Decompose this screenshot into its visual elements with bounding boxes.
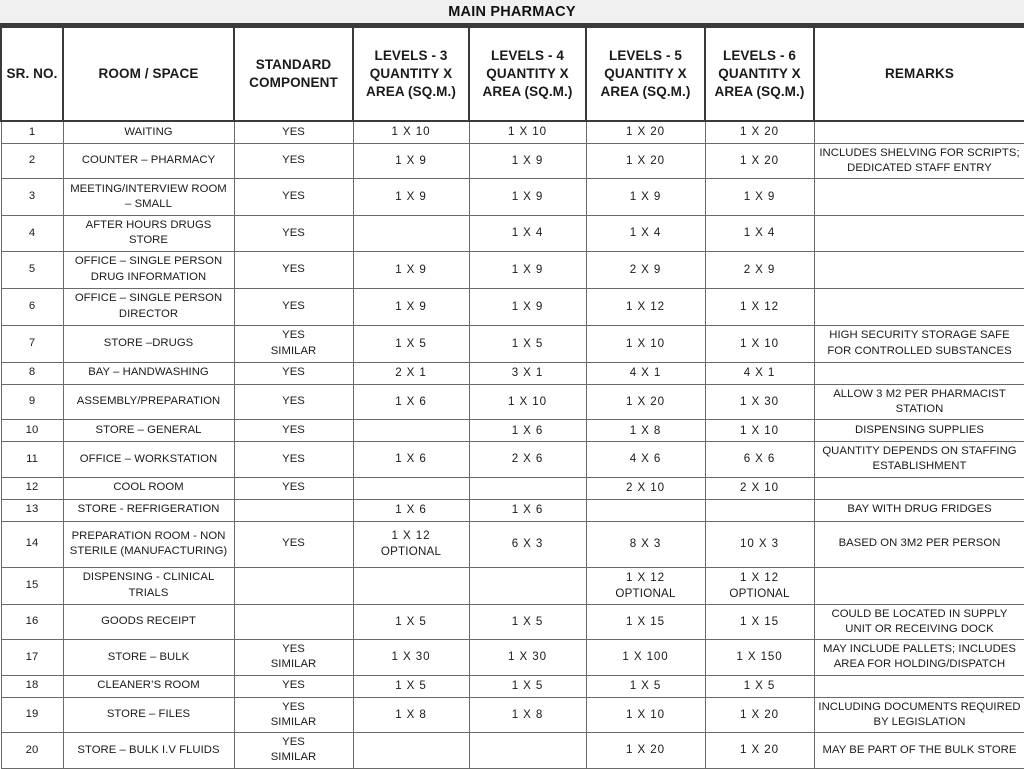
column-header-levels-6-line-3: AREA (SQ.M.) xyxy=(714,84,805,100)
cell-remarks[interactable]: DISPENSING SUPPLIES xyxy=(814,420,1024,442)
table-row[interactable] xyxy=(1,251,1024,288)
cell-sr-no[interactable]: 16 xyxy=(1,604,63,640)
cell-levels-5-quantity[interactable] xyxy=(586,143,705,179)
cell-levels-5-quantity-value: 1 X 10 xyxy=(626,336,665,350)
cell-levels-5-quantity[interactable] xyxy=(586,697,705,733)
cell-room-space[interactable]: STORE – BULK xyxy=(63,640,234,676)
cell-levels-5-quantity-value: 1 X 20 xyxy=(626,394,665,408)
cell-levels-4-quantity[interactable] xyxy=(469,604,586,640)
standard-component-value: YES xyxy=(282,736,305,748)
cell-room-space[interactable]: STORE –DRUGS xyxy=(63,325,234,362)
cell-levels-4-quantity[interactable] xyxy=(469,420,586,442)
cell-levels-6-quantity-value: 1 X 30 xyxy=(740,394,779,408)
cell-levels-4-quantity-value: 1 X 6 xyxy=(511,423,544,437)
cell-levels-3-quantity[interactable] xyxy=(353,420,469,442)
cell-levels-6-quantity[interactable] xyxy=(705,143,814,179)
cell-levels-4-quantity[interactable] xyxy=(469,325,586,362)
cell-standard-component[interactable] xyxy=(234,567,353,604)
cell-levels-5-quantity-value: 1 X 8 xyxy=(629,423,662,437)
cell-levels-6-quantity[interactable] xyxy=(705,121,814,143)
cell-levels-5-quantity-value: 1 X 9 xyxy=(629,190,662,204)
cell-levels-3-quantity[interactable] xyxy=(353,521,469,567)
column-header-levels-3-line-3: AREA (SQ.M.) xyxy=(366,84,456,100)
cell-levels-4-quantity-value: 1 X 5 xyxy=(511,614,544,628)
cell-levels-3-quantity-value: 2 X 1 xyxy=(395,366,427,380)
cell-levels-6-quantity[interactable] xyxy=(705,521,814,567)
cell-levels-3-quantity-value: 1 X 8 xyxy=(395,707,427,721)
table-row[interactable] xyxy=(1,733,1024,769)
cell-levels-5-quantity-value: 2 X 10 xyxy=(626,481,665,495)
standard-component-note: SIMILAR xyxy=(270,751,317,764)
cell-remarks[interactable] xyxy=(814,477,1024,499)
cell-levels-4-quantity-value: 1 X 4 xyxy=(511,226,544,240)
standard-component-value: YES xyxy=(282,700,305,713)
cell-standard-component[interactable]: YES xyxy=(234,442,353,478)
cell-levels-6-quantity-value: 1 X 10 xyxy=(740,336,779,350)
cell-levels-4-quantity-value: 1 X 9 xyxy=(511,262,544,276)
cell-standard-component[interactable]: YES xyxy=(234,288,353,325)
document-title-bar xyxy=(0,0,1024,26)
cell-sr-no[interactable]: 10 xyxy=(1,420,63,442)
cell-standard-component[interactable]: YES xyxy=(234,384,353,420)
cell-remarks[interactable] xyxy=(814,567,1024,604)
cell-levels-4-quantity[interactable] xyxy=(469,477,586,499)
table-row[interactable] xyxy=(1,420,1024,442)
cell-levels-6-quantity-value: 1 X 4 xyxy=(743,226,776,240)
cell-levels-6-quantity[interactable] xyxy=(705,384,814,420)
cell-levels-4-quantity[interactable] xyxy=(469,697,586,733)
cell-remarks[interactable]: COULD BE LOCATED IN SUPPLY UNIT OR RECEIVING DOCK xyxy=(814,604,1024,640)
column-header-room-space-line-1: ROOM / SPACE xyxy=(98,65,199,81)
cell-levels-5-quantity-value: 1 X 20 xyxy=(626,743,665,757)
cell-sr-no[interactable]: 19 xyxy=(1,697,63,733)
cell-levels-5-quantity[interactable] xyxy=(586,499,705,521)
cell-levels-6-quantity[interactable] xyxy=(705,675,814,697)
cell-levels-3-quantity-value: 1 X 9 xyxy=(395,299,427,313)
column-header-levels-4-line-1: LEVELS - 4 xyxy=(490,47,564,63)
cell-remarks[interactable] xyxy=(814,675,1024,697)
cell-levels-5-quantity-value: 1 X 4 xyxy=(629,226,662,240)
standard-component-note: SIMILAR xyxy=(270,658,317,671)
cell-levels-4-quantity[interactable] xyxy=(469,567,586,604)
cell-room-space[interactable]: AFTER HOURS DRUGS STORE xyxy=(63,216,234,252)
cell-levels-5-quantity[interactable] xyxy=(586,288,705,325)
cell-room-space[interactable]: OFFICE – WORKSTATION xyxy=(63,442,234,478)
table-row[interactable] xyxy=(1,477,1024,499)
cell-sr-no[interactable]: 6 xyxy=(1,288,63,325)
column-header-levels-6-line-2: QUANTITY X xyxy=(718,65,801,81)
cell-remarks[interactable] xyxy=(814,121,1024,143)
page-title: MAIN PHARMACY xyxy=(448,3,576,20)
cell-levels-5-quantity[interactable] xyxy=(586,640,705,676)
cell-levels-3-quantity-value: 1 X 9 xyxy=(395,190,427,204)
cell-levels-3-quantity-value: 1 X 9 xyxy=(395,153,427,167)
cell-levels-5-quantity-value: 2 X 9 xyxy=(629,262,662,276)
cell-sr-no[interactable]: 12 xyxy=(1,477,63,499)
cell-levels-5-quantity[interactable] xyxy=(586,521,705,567)
cell-levels-5-quantity[interactable] xyxy=(586,251,705,288)
cell-levels-6-quantity[interactable] xyxy=(705,442,814,478)
cell-room-space[interactable]: BAY – HANDWASHING xyxy=(63,362,234,384)
cell-remarks[interactable]: BASED ON 3M2 PER PERSON xyxy=(814,521,1024,567)
cell-levels-6-quantity-value: 10 X 3 xyxy=(740,537,779,551)
table-row[interactable] xyxy=(1,384,1024,420)
column-header-remarks xyxy=(814,27,1024,121)
cell-levels-6-quantity-value: 1 X 5 xyxy=(743,679,776,693)
table-row[interactable] xyxy=(1,640,1024,676)
cell-sr-no[interactable]: 18 xyxy=(1,675,63,697)
cell-levels-6-quantity-value: 1 X 10 xyxy=(740,423,779,437)
cell-levels-6-quantity[interactable] xyxy=(705,362,814,384)
column-header-levels-4-line-2: QUANTITY X xyxy=(486,65,569,81)
cell-levels-6-quantity[interactable] xyxy=(705,251,814,288)
cell-sr-no[interactable]: 15 xyxy=(1,567,63,604)
cell-levels-4-quantity[interactable] xyxy=(469,143,586,179)
column-header-levels-3-line-1: LEVELS - 3 xyxy=(374,47,448,63)
cell-levels-5-quantity-value: 4 X 6 xyxy=(629,452,662,466)
cell-levels-5-quantity-value: 1 X 10 xyxy=(626,707,665,721)
cell-levels-3-quantity[interactable] xyxy=(353,121,469,143)
table-row[interactable] xyxy=(1,362,1024,384)
cell-sr-no[interactable]: 7 xyxy=(1,325,63,362)
cell-levels-5-quantity[interactable] xyxy=(586,362,705,384)
cell-levels-4-quantity[interactable] xyxy=(469,251,586,288)
cell-levels-3-quantity-value: 1 X 6 xyxy=(395,452,427,466)
cell-sr-no[interactable]: 4 xyxy=(1,216,63,252)
cell-levels-5-quantity-value: 4 X 1 xyxy=(629,366,662,380)
cell-sr-no[interactable]: 5 xyxy=(1,251,63,288)
cell-levels-6-quantity-value: 1 X 20 xyxy=(740,707,779,721)
cell-levels-3-quantity-value: 1 X 30 xyxy=(391,650,431,664)
cell-levels-4-quantity[interactable] xyxy=(469,288,586,325)
cell-levels-6-quantity[interactable] xyxy=(705,288,814,325)
cell-levels-5-quantity[interactable] xyxy=(586,442,705,478)
standard-component-note: SIMILAR xyxy=(270,715,317,728)
cell-levels-6-quantity-value: 1 X 12 xyxy=(740,299,779,313)
column-header-remarks-line-1: REMARKS xyxy=(885,65,954,81)
cell-levels-4-quantity-value: 1 X 5 xyxy=(511,679,544,693)
cell-standard-component[interactable]: YES xyxy=(234,477,353,499)
cell-standard-component[interactable]: YES xyxy=(234,121,353,143)
cell-levels-3-quantity[interactable] xyxy=(353,675,469,697)
cell-room-space[interactable]: COOL ROOM xyxy=(63,477,234,499)
cell-levels-3-quantity-value: 1 X 10 xyxy=(391,125,431,139)
cell-remarks[interactable]: INCLUDING DOCUMENTS REQUIRED BY LEGISLATION xyxy=(814,697,1024,733)
cell-remarks[interactable]: BAY WITH DRUG FRIDGES xyxy=(814,499,1024,521)
table-row[interactable] xyxy=(1,697,1024,733)
cell-sr-no[interactable]: 3 xyxy=(1,179,63,216)
cell-levels-6-quantity-value: 1 X 15 xyxy=(740,614,779,628)
cell-levels-4-quantity[interactable] xyxy=(469,499,586,521)
cell-standard-component[interactable]: YES xyxy=(234,179,353,216)
cell-levels-6-quantity[interactable] xyxy=(705,420,814,442)
cell-levels-5-quantity[interactable] xyxy=(586,567,705,604)
column-header-sr-no-line-1: SR. NO. xyxy=(6,65,58,81)
cell-levels-3-quantity[interactable] xyxy=(353,216,469,252)
cell-room-space[interactable]: MEETING/INTERVIEW ROOM – SMALL xyxy=(63,179,234,216)
cell-levels-4-quantity[interactable] xyxy=(469,442,586,478)
cell-levels-4-quantity-value: 1 X 5 xyxy=(511,336,544,350)
cell-room-space[interactable]: OFFICE – SINGLE PERSON DIRECTOR xyxy=(63,288,234,325)
table-row[interactable] xyxy=(1,179,1024,216)
standard-component-note: SIMILAR xyxy=(270,344,317,357)
cell-standard-component[interactable] xyxy=(234,733,353,769)
cell-levels-4-quantity[interactable] xyxy=(469,121,586,143)
column-header-levels-5-line-3: AREA (SQ.M.) xyxy=(600,84,691,100)
cell-remarks[interactable] xyxy=(814,362,1024,384)
column-header-levels-3 xyxy=(353,27,469,121)
cell-remarks[interactable]: MAY BE PART OF THE BULK STORE xyxy=(814,733,1024,769)
cell-levels-3-quantity[interactable] xyxy=(353,442,469,478)
cell-levels-4-quantity-value: 1 X 6 xyxy=(511,503,544,517)
cell-levels-6-quantity-value: 2 X 10 xyxy=(740,481,779,495)
column-header-sr-no xyxy=(1,27,63,121)
cell-levels-6-quantity[interactable] xyxy=(705,697,814,733)
cell-room-space[interactable]: OFFICE – SINGLE PERSON DRUG INFORMATION xyxy=(63,251,234,288)
cell-standard-component[interactable] xyxy=(234,604,353,640)
cell-levels-4-quantity-value: 1 X 30 xyxy=(508,650,547,664)
table-row[interactable] xyxy=(1,288,1024,325)
cell-room-space[interactable]: STORE – FILES xyxy=(63,697,234,733)
cell-room-space[interactable]: ASSEMBLY/PREPARATION xyxy=(63,384,234,420)
cell-room-space[interactable]: WAITING xyxy=(63,121,234,143)
table-row[interactable] xyxy=(1,325,1024,362)
cell-levels-5-quantity-value: 1 X 12 xyxy=(626,299,665,313)
cell-standard-component[interactable]: YES xyxy=(234,675,353,697)
cell-levels-6-quantity[interactable] xyxy=(705,325,814,362)
cell-levels-6-quantity-optional-note: OPTIONAL xyxy=(729,586,790,600)
cell-room-space[interactable]: STORE – BULK I.V FLUIDS xyxy=(63,733,234,769)
table-header xyxy=(1,27,1024,121)
cell-levels-5-quantity[interactable] xyxy=(586,325,705,362)
cell-levels-5-quantity[interactable] xyxy=(586,216,705,252)
cell-standard-component[interactable]: YES xyxy=(234,521,353,567)
cell-levels-5-quantity[interactable] xyxy=(586,384,705,420)
table-row[interactable] xyxy=(1,604,1024,640)
cell-levels-3-quantity-value: 1 X 9 xyxy=(395,262,427,276)
cell-remarks[interactable] xyxy=(814,251,1024,288)
cell-room-space[interactable]: CLEANER’S ROOM xyxy=(63,675,234,697)
cell-levels-3-quantity[interactable] xyxy=(353,179,469,216)
cell-levels-6-quantity-value: 1 X 12 xyxy=(740,570,779,584)
cell-levels-3-quantity[interactable] xyxy=(353,604,469,640)
cell-levels-3-quantity[interactable] xyxy=(353,251,469,288)
cell-levels-3-quantity[interactable] xyxy=(353,325,469,362)
table-row[interactable] xyxy=(1,143,1024,179)
cell-levels-3-quantity[interactable] xyxy=(353,567,469,604)
cell-levels-6-quantity-value: 1 X 20 xyxy=(740,125,779,139)
cell-remarks[interactable]: MAY INCLUDE PALLETS; INCLUDES AREA FOR HOLDING/DISPATCH xyxy=(814,640,1024,676)
cell-levels-5-quantity[interactable] xyxy=(586,121,705,143)
table-row[interactable] xyxy=(1,521,1024,567)
cell-levels-5-quantity[interactable] xyxy=(586,604,705,640)
cell-levels-3-quantity[interactable] xyxy=(353,288,469,325)
column-header-levels-5 xyxy=(586,27,705,121)
cell-remarks[interactable]: ALLOW 3 M2 PER PHARMACIST STATION xyxy=(814,384,1024,420)
cell-levels-3-quantity[interactable] xyxy=(353,362,469,384)
table-body xyxy=(1,121,1024,768)
cell-standard-component[interactable]: YES xyxy=(234,216,353,252)
cell-levels-5-quantity[interactable] xyxy=(586,477,705,499)
cell-levels-6-quantity[interactable] xyxy=(705,499,814,521)
cell-levels-3-quantity-value: 1 X 5 xyxy=(395,336,427,350)
cell-levels-3-quantity-value: 1 X 5 xyxy=(395,614,427,628)
cell-levels-5-quantity-value: 8 X 3 xyxy=(629,537,662,551)
cell-levels-3-quantity-value: 1 X 12 xyxy=(391,529,431,543)
column-header-room-space xyxy=(63,27,234,121)
cell-sr-no[interactable]: 8 xyxy=(1,362,63,384)
cell-standard-component[interactable] xyxy=(234,697,353,733)
cell-levels-4-quantity-value: 1 X 8 xyxy=(511,707,544,721)
cell-levels-4-quantity-value: 3 X 1 xyxy=(511,366,544,380)
table-row[interactable] xyxy=(1,442,1024,478)
cell-levels-5-quantity-value: 1 X 5 xyxy=(629,679,662,693)
cell-levels-6-quantity-value: 2 X 9 xyxy=(743,262,776,276)
cell-levels-4-quantity[interactable] xyxy=(469,179,586,216)
cell-levels-6-quantity-value: 1 X 9 xyxy=(743,190,776,204)
column-header-levels-5-line-1: LEVELS - 5 xyxy=(608,47,682,63)
cell-remarks[interactable]: INCLUDES SHELVING FOR SCRIPTS; DEDICATED STAFF ENTRY xyxy=(814,143,1024,179)
column-header-levels-6-line-1: LEVELS - 6 xyxy=(722,47,796,63)
cell-remarks[interactable] xyxy=(814,216,1024,252)
cell-room-space[interactable]: STORE - REFRIGERATION xyxy=(63,499,234,521)
cell-levels-5-quantity-value: 1 X 20 xyxy=(626,153,665,167)
cell-levels-6-quantity[interactable] xyxy=(705,216,814,252)
cell-levels-4-quantity[interactable] xyxy=(469,384,586,420)
cell-sr-no[interactable]: 11 xyxy=(1,442,63,478)
cell-levels-3-quantity-optional-note: OPTIONAL xyxy=(380,545,442,558)
cell-levels-4-quantity[interactable] xyxy=(469,733,586,769)
cell-levels-5-quantity-value: 1 X 20 xyxy=(626,125,665,139)
cell-levels-6-quantity-value: 4 X 1 xyxy=(743,366,776,380)
table-row[interactable] xyxy=(1,499,1024,521)
cell-levels-3-quantity-value: 1 X 6 xyxy=(395,394,427,408)
cell-standard-component[interactable]: YES xyxy=(234,420,353,442)
room-schedule-table xyxy=(0,26,1024,769)
cell-levels-6-quantity[interactable] xyxy=(705,179,814,216)
cell-sr-no[interactable]: 9 xyxy=(1,384,63,420)
cell-levels-4-quantity-value: 6 X 3 xyxy=(511,537,544,551)
cell-standard-component[interactable] xyxy=(234,325,353,362)
cell-levels-6-quantity[interactable] xyxy=(705,477,814,499)
cell-sr-no[interactable]: 17 xyxy=(1,640,63,676)
cell-standard-component[interactable] xyxy=(234,499,353,521)
column-header-levels-3-line-2: QUANTITY X xyxy=(369,65,453,81)
cell-levels-3-quantity[interactable] xyxy=(353,477,469,499)
table-row[interactable] xyxy=(1,567,1024,604)
cell-sr-no[interactable]: 20 xyxy=(1,733,63,769)
cell-standard-component[interactable]: YES xyxy=(234,362,353,384)
cell-levels-4-quantity-value: 1 X 9 xyxy=(511,153,544,167)
cell-levels-5-quantity-optional-note: OPTIONAL xyxy=(615,586,676,600)
cell-sr-no[interactable]: 2 xyxy=(1,143,63,179)
cell-levels-4-quantity[interactable] xyxy=(469,216,586,252)
cell-levels-3-quantity[interactable] xyxy=(353,384,469,420)
cell-levels-4-quantity-value: 2 X 6 xyxy=(511,452,544,466)
cell-levels-3-quantity[interactable] xyxy=(353,697,469,733)
cell-sr-no[interactable]: 13 xyxy=(1,499,63,521)
column-header-standard-component-line-1: STANDARD xyxy=(255,56,332,72)
cell-levels-4-quantity[interactable] xyxy=(469,675,586,697)
cell-room-space[interactable]: GOODS RECEIPT xyxy=(63,604,234,640)
cell-levels-4-quantity-value: 1 X 10 xyxy=(508,394,547,408)
cell-levels-6-quantity-value: 6 X 6 xyxy=(743,452,776,466)
cell-levels-6-quantity[interactable] xyxy=(705,604,814,640)
column-header-standard-component-line-2: COMPONENT xyxy=(249,75,338,90)
cell-sr-no[interactable]: 1 xyxy=(1,121,63,143)
cell-standard-component[interactable] xyxy=(234,640,353,676)
cell-remarks[interactable]: HIGH SECURITY STORAGE SAFE FOR CONTROLLED SUBSTANCES xyxy=(814,325,1024,362)
cell-levels-4-quantity-value: 1 X 10 xyxy=(508,125,547,139)
cell-levels-5-quantity[interactable] xyxy=(586,733,705,769)
cell-levels-3-quantity[interactable] xyxy=(353,499,469,521)
standard-component-value: YES xyxy=(282,643,305,655)
cell-levels-4-quantity[interactable] xyxy=(469,362,586,384)
cell-levels-3-quantity[interactable] xyxy=(353,143,469,179)
cell-levels-5-quantity-value: 1 X 15 xyxy=(626,614,665,628)
cell-levels-5-quantity[interactable] xyxy=(586,675,705,697)
column-header-levels-5-line-2: QUANTITY X xyxy=(604,65,687,81)
cell-levels-6-quantity-value: 1 X 150 xyxy=(736,650,783,664)
table-row[interactable] xyxy=(1,216,1024,252)
cell-standard-component[interactable]: YES xyxy=(234,251,353,288)
cell-levels-5-quantity-value: 1 X 100 xyxy=(622,650,669,664)
cell-room-space[interactable]: PREPARATION ROOM - NON STERILE (MANUFACTURING) xyxy=(63,521,234,567)
cell-levels-4-quantity[interactable] xyxy=(469,640,586,676)
cell-levels-4-quantity-value: 1 X 9 xyxy=(511,299,544,313)
cell-levels-6-quantity[interactable] xyxy=(705,640,814,676)
cell-levels-5-quantity[interactable] xyxy=(586,420,705,442)
column-header-levels-4-line-3: AREA (SQ.M.) xyxy=(482,84,573,100)
cell-room-space[interactable]: DISPENSING - CLINICAL TRIALS xyxy=(63,567,234,604)
cell-levels-6-quantity-value: 1 X 20 xyxy=(740,153,779,167)
table-header-row xyxy=(1,27,1024,121)
cell-room-space[interactable]: STORE – GENERAL xyxy=(63,420,234,442)
column-header-levels-6 xyxy=(705,27,814,121)
cell-levels-5-quantity[interactable] xyxy=(586,179,705,216)
table-row[interactable] xyxy=(1,675,1024,697)
cell-sr-no[interactable]: 14 xyxy=(1,521,63,567)
cell-room-space[interactable]: COUNTER – PHARMACY xyxy=(63,143,234,179)
cell-remarks[interactable]: QUANTITY DEPENDS ON STAFFING ESTABLISHMENT xyxy=(814,442,1024,478)
cell-levels-4-quantity[interactable] xyxy=(469,521,586,567)
table-row[interactable] xyxy=(1,121,1024,143)
cell-standard-component[interactable]: YES xyxy=(234,143,353,179)
cell-levels-6-quantity[interactable] xyxy=(705,567,814,604)
standard-component-value: YES xyxy=(282,329,305,342)
cell-levels-6-quantity-value: 1 X 20 xyxy=(740,743,779,757)
cell-levels-4-quantity-value: 1 X 9 xyxy=(511,190,544,204)
column-header-standard-component xyxy=(234,27,353,121)
cell-levels-5-quantity-value: 1 X 12 xyxy=(626,570,665,584)
cell-levels-3-quantity[interactable] xyxy=(353,640,469,676)
cell-levels-3-quantity-value: 1 X 6 xyxy=(395,503,427,517)
cell-levels-3-quantity[interactable] xyxy=(353,733,469,769)
cell-levels-3-quantity-value: 1 X 5 xyxy=(395,679,427,693)
cell-levels-6-quantity[interactable] xyxy=(705,733,814,769)
cell-remarks[interactable] xyxy=(814,288,1024,325)
column-header-levels-4 xyxy=(469,27,586,121)
cell-remarks[interactable] xyxy=(814,179,1024,216)
